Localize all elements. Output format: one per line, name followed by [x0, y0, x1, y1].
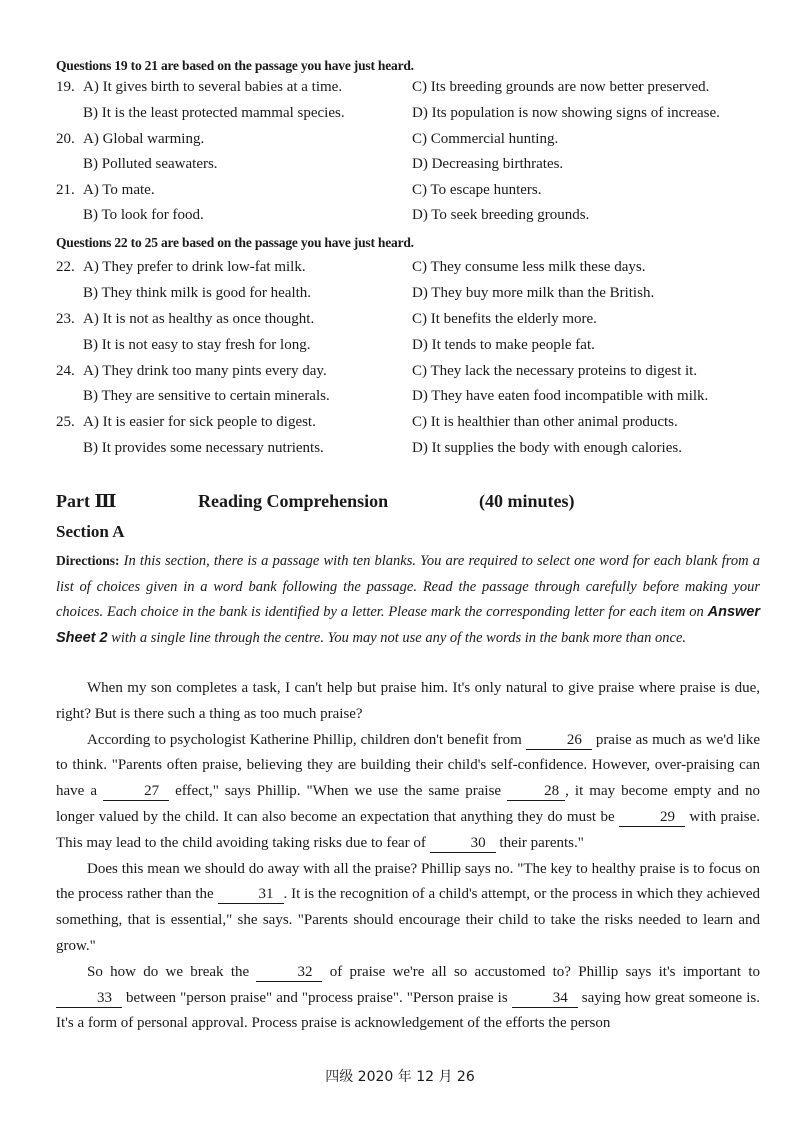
option-d: D) Its population is now showing signs of increase. — [412, 105, 720, 121]
paragraph-2 — [56, 728, 760, 857]
question-22 — [0, 259, 800, 283]
text-span: saying how great someone is. It's a form of personal approval. Process praise is acknowledgement of the efforts the person — [56, 989, 760, 1032]
option-a: A) It is not as healthy as once thought. — [83, 311, 315, 327]
option-d: D) It tends to make people fat. — [412, 337, 595, 353]
question-21 — [0, 182, 800, 206]
question-24 — [0, 363, 800, 387]
option-b: B) It is the least protected mammal species. — [83, 105, 345, 121]
text-span: Does this mean we should do away with all the praise? Phillip says no. "The key to healthy praise is to focus on the process rather than the — [56, 860, 760, 903]
question-number: 24. — [56, 363, 75, 379]
option-c: C) They lack the necessary proteins to digest it. — [412, 363, 698, 379]
directions-text-2: with a single line through the centre. You may not use any of the words in the bank more than once. — [111, 629, 687, 646]
option-b: B) They think milk is good for health. — [83, 285, 312, 301]
part-title: Reading Comprehension — [198, 491, 389, 511]
question-number: 21. — [56, 182, 75, 198]
option-c: C) To escape hunters. — [412, 182, 542, 198]
answer-sheet-label: Answer Sheet 2 — [56, 604, 760, 646]
option-c: C) It is healthier than other animal products. — [412, 414, 678, 430]
question-19-row-2 — [0, 105, 800, 129]
option-b: B) It is not easy to stay fresh for long. — [83, 337, 311, 353]
part-heading — [0, 491, 800, 517]
question-number: 19. — [56, 79, 75, 95]
blank-26: 26 — [526, 731, 592, 750]
blank-29: 29 — [619, 808, 685, 827]
text-span: praise as much as we'd like to think. "Parents often praise, believing they are building their child's self-confidence. However, over-praising can have a — [56, 731, 761, 800]
option-c: C) It benefits the elderly more. — [412, 311, 597, 327]
question-22-row-2 — [0, 285, 800, 309]
question-20-row-2 — [0, 156, 800, 180]
blank-30: 30 — [430, 834, 496, 853]
text-span: So how do we break the — [87, 963, 250, 980]
passage — [56, 676, 760, 1037]
option-a: A) It is easier for sick people to digest. — [83, 414, 316, 430]
question-21-row-2 — [0, 207, 800, 231]
option-a: A) They prefer to drink low-fat milk. — [83, 259, 306, 275]
question-number: 20. — [56, 131, 75, 147]
question-25 — [0, 414, 800, 438]
questions-22-25-header: Questions 22 to 25 are based on the passage you have just heard. — [56, 235, 414, 250]
blank-33: 33 — [56, 989, 122, 1008]
option-a: A) To mate. — [83, 182, 155, 198]
question-number: 25. — [56, 414, 75, 430]
option-a: A) Global warming. — [83, 131, 205, 147]
option-d: D) They buy more milk than the British. — [412, 285, 655, 301]
option-c: C) They consume less milk these days. — [412, 259, 646, 275]
question-number: 22. — [56, 259, 75, 275]
option-a: A) It gives birth to several babies at a time. — [83, 79, 343, 95]
text-span: effect," says Phillip. "When we use the same praise — [175, 783, 502, 800]
blank-34: 34 — [512, 989, 578, 1008]
questions-19-21-header: Questions 19 to 21 are based on the passage you have just heard. — [56, 58, 414, 73]
text-span: their parents." — [499, 834, 584, 851]
part-time: (40 minutes) — [479, 491, 575, 511]
directions-text: In this section, there is a passage with ten blanks. You are required to select one word for each blank from a list of choices given in a word bank following the passage. Read the passage through carefully before making your choices. Each choice in the bank is identified by a letter. Please mark the corresponding letter for each item on — [56, 553, 760, 621]
section-heading: Section A — [56, 522, 125, 541]
option-a: A) They drink too many pints every day. — [83, 363, 327, 379]
text-span: . It is the recognition of a child's attempt, or the process in which they achieved something, that is essential," she says. "Parents should encourage their child to take the risks needed to learn and grow." — [56, 886, 761, 954]
blank-28: 28 — [507, 782, 565, 801]
text-span: , it may become empty and no longer valued by the child. It can also become an expectation that anything they do must be — [56, 783, 761, 825]
option-d: D) To seek breeding grounds. — [412, 207, 590, 223]
paragraph-3 — [56, 857, 760, 960]
question-24-row-2 — [0, 388, 800, 412]
blank-27: 27 — [103, 782, 169, 801]
option-b: B) Polluted seawaters. — [83, 156, 218, 172]
text-span: According to psychologist Katherine Phillip, children don't benefit from — [87, 731, 522, 748]
paragraph-1: When my son completes a task, I can't help but praise him. It's only natural to give praise where praise is due, right? But is there such a thing as too much praise? — [56, 680, 760, 722]
option-d: D) Decreasing birthrates. — [412, 156, 564, 172]
option-b: B) They are sensitive to certain minerals. — [83, 388, 330, 404]
paragraph-4 — [56, 960, 760, 1037]
question-25-row-2 — [0, 440, 800, 464]
question-19 — [0, 79, 800, 103]
question-20 — [0, 131, 800, 155]
option-c: C) Commercial hunting. — [412, 131, 559, 147]
directions — [56, 548, 760, 651]
text-span: with praise. This may lead to the child avoiding taking risks due to fear of — [56, 808, 761, 851]
question-23 — [0, 311, 800, 335]
text-span: of praise we're all so accustomed to? Phillip says it's important to — [329, 963, 761, 980]
part-label: Part Ⅲ — [56, 491, 117, 511]
option-c: C) Its breeding grounds are now better preserved. — [412, 79, 710, 95]
page-footer: 四级 2020 年 12 月 26 — [325, 1069, 475, 1085]
question-number: 23. — [56, 311, 75, 327]
option-b: B) It provides some necessary nutrients. — [83, 440, 324, 456]
option-d: D) They have eaten food incompatible with milk. — [412, 388, 709, 404]
directions-label: Directions: — [56, 553, 120, 568]
option-d: D) It supplies the body with enough calories. — [412, 440, 682, 456]
blank-32: 32 — [256, 963, 322, 982]
option-b: B) To look for food. — [83, 207, 204, 223]
question-23-row-2 — [0, 337, 800, 361]
text-span: between "person praise" and "process praise". "Person praise is — [126, 989, 508, 1006]
blank-31: 31 — [218, 885, 284, 904]
